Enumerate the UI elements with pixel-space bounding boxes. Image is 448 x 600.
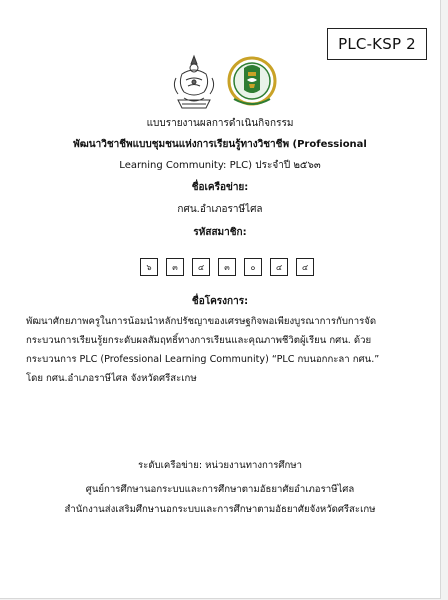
project-line: กระบวนการ PLC (Professional Learning Community) “PLC กบนอกกะลา กศน.” (26, 354, 380, 365)
org-line-1: ศูนย์การศึกษานอกระบบและการศึกษาตามอัธยาศัยอำเภอราษีไศล (85, 484, 355, 495)
org-line-2: สำนักงานส่งเสริมศึกษานอกระบบและการศึกษาตามอัธยาศัยจังหวัดศรีสะเกษ (64, 504, 376, 515)
nfe-seal-icon (226, 54, 278, 110)
member-code-boxes (140, 258, 314, 276)
member-code-digit: ๔ (192, 258, 210, 276)
project-name (26, 312, 426, 388)
member-code-digit: ๓ (166, 258, 184, 276)
deity-emblem-icon (170, 52, 218, 112)
member-code-digit: ๔ (270, 258, 288, 276)
member-code-digit: ๖ (140, 258, 158, 276)
member-code-digit: ๔ (296, 258, 314, 276)
title-line-2: Learning Community: PLC) ประจำปี ๒๕๖๓ (119, 160, 321, 171)
title-line-1: พัฒนาวิชาชีพแบบชุมชนแห่งการเรียนรู้ทางวิชาชีพ (Professional (73, 139, 367, 150)
report-heading: แบบรายงานผลการดำเนินกิจกรรม (146, 118, 294, 129)
network-value: กศน.อำเภอราษีไศล (177, 204, 263, 215)
member-code-digit: ๓ (218, 258, 236, 276)
member-code-label: รหัสสมาชิก: (193, 227, 247, 238)
project-line: กระบวนการเรียนรู้ยกระดับผลสัมฤทธิ์ทางการเรียนและคุณภาพชีวิตผู้เรียน กศน. ด้วย (26, 335, 372, 346)
network-label: ชื่อเครือข่าย: (191, 182, 249, 193)
form-code: PLC-KSP 2 (338, 35, 416, 53)
project-label: ชื่อโครงการ: (191, 296, 249, 307)
network-level: ระดับเครือข่าย: หน่วยงานทางการศึกษา (138, 460, 302, 471)
project-line: โดย กศน.อำเภอราษีไศล จังหวัดศรีสะเกษ (26, 373, 197, 384)
project-line: พัฒนาศักยภาพครูในการน้อมนำหลักปรัชญาของเศรษฐกิจพอเพียงบูรณาการกับการจัด (26, 316, 377, 327)
form-code-box (327, 28, 427, 60)
member-code-digit: ๐ (244, 258, 262, 276)
